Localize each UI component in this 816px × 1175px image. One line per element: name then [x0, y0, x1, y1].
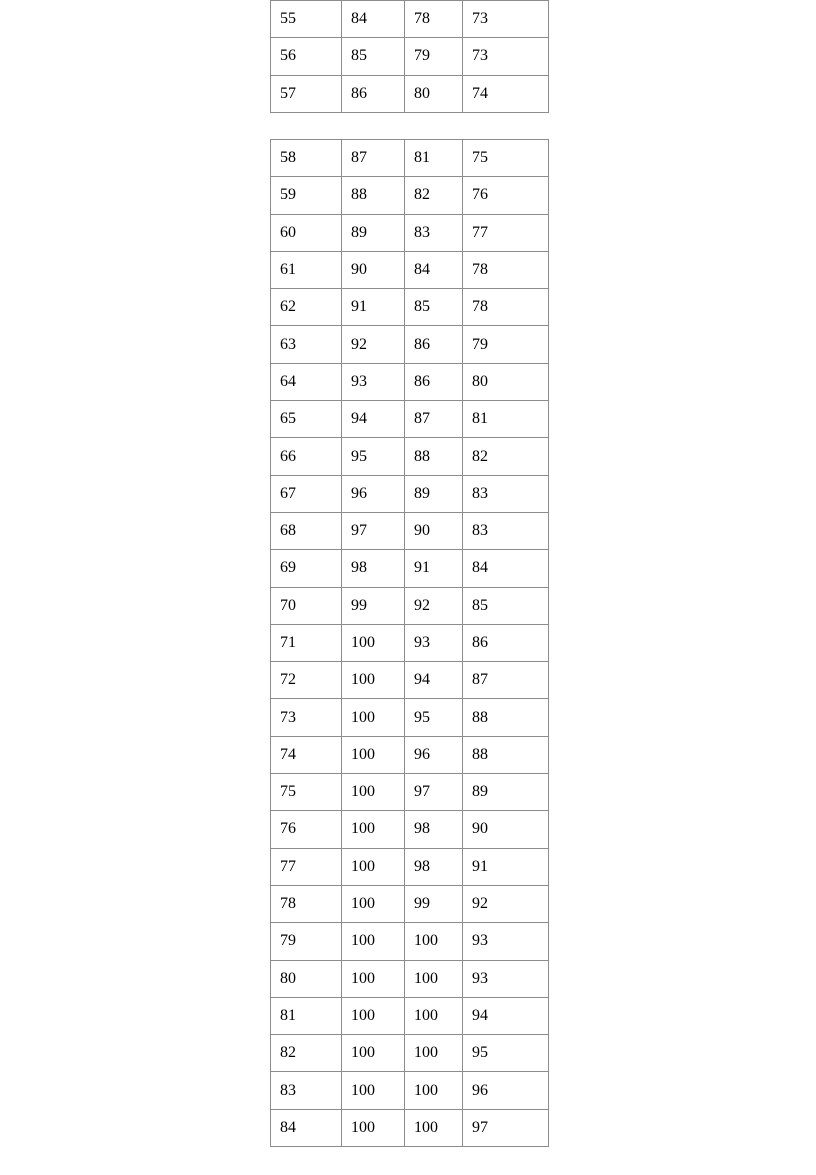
score-table-top [270, 0, 549, 113]
table-row [271, 401, 549, 438]
table-cell-col-4: 92 [463, 885, 549, 922]
table-cell-col-4: 82 [463, 438, 549, 475]
table-cell-col-4: 93 [463, 960, 549, 997]
table-cell-col-3: 78 [405, 1, 463, 38]
table-cell-col-2: 88 [342, 177, 405, 214]
table-cell-col-1: 60 [271, 214, 342, 251]
table-cell-col-4: 78 [463, 251, 549, 288]
table-cell-col-4: 83 [463, 512, 549, 549]
table-cell-col-3: 80 [405, 75, 463, 112]
table-row [271, 997, 549, 1034]
table-cell-col-4: 95 [463, 1035, 549, 1072]
table-cell-col-2: 100 [342, 923, 405, 960]
table-row [271, 960, 549, 997]
table-cell-col-2: 100 [342, 736, 405, 773]
table-cell-col-4: 75 [463, 140, 549, 177]
table-body [271, 1, 549, 113]
table-cell-col-3: 86 [405, 363, 463, 400]
table-row [271, 251, 549, 288]
table-row [271, 774, 549, 811]
table-row [271, 1109, 549, 1146]
table-cell-col-3: 89 [405, 475, 463, 512]
table-row [271, 475, 549, 512]
table-cell-col-1: 58 [271, 140, 342, 177]
table-cell-col-4: 73 [463, 1, 549, 38]
table-cell-col-3: 98 [405, 848, 463, 885]
table-cell-col-3: 79 [405, 38, 463, 75]
table-cell-col-3: 100 [405, 1035, 463, 1072]
table-row [271, 1, 549, 38]
table-cell-col-1: 83 [271, 1072, 342, 1109]
table-cell-col-2: 93 [342, 363, 405, 400]
table-cell-col-3: 97 [405, 774, 463, 811]
table-cell-col-3: 91 [405, 550, 463, 587]
table-cell-col-1: 78 [271, 885, 342, 922]
table-cell-col-2: 86 [342, 75, 405, 112]
table-row [271, 75, 549, 112]
table-row [271, 326, 549, 363]
table-cell-col-4: 84 [463, 550, 549, 587]
table-cell-col-3: 86 [405, 326, 463, 363]
table-cell-col-2: 100 [342, 885, 405, 922]
table-cell-col-2: 100 [342, 811, 405, 848]
table-cell-col-4: 85 [463, 587, 549, 624]
table-cell-col-1: 72 [271, 662, 342, 699]
table-cell-col-2: 87 [342, 140, 405, 177]
table-cell-col-4: 88 [463, 699, 549, 736]
table-cell-col-4: 86 [463, 624, 549, 661]
table-row [271, 438, 549, 475]
table-cell-col-2: 92 [342, 326, 405, 363]
table-cell-col-1: 74 [271, 736, 342, 773]
table-cell-col-3: 100 [405, 1072, 463, 1109]
table-cell-col-1: 82 [271, 1035, 342, 1072]
table-cell-col-2: 85 [342, 38, 405, 75]
table-cell-col-3: 83 [405, 214, 463, 251]
table-cell-col-3: 95 [405, 699, 463, 736]
table-cell-col-4: 80 [463, 363, 549, 400]
table-cell-col-1: 64 [271, 363, 342, 400]
table-cell-col-2: 100 [342, 1109, 405, 1146]
table-row [271, 662, 549, 699]
table-row [271, 624, 549, 661]
table-cell-col-1: 67 [271, 475, 342, 512]
table-cell-col-1: 55 [271, 1, 342, 38]
table-cell-col-1: 70 [271, 587, 342, 624]
table-cell-col-1: 80 [271, 960, 342, 997]
table-cell-col-4: 94 [463, 997, 549, 1034]
table-row [271, 885, 549, 922]
table-cell-col-4: 90 [463, 811, 549, 848]
table-cell-col-1: 63 [271, 326, 342, 363]
table-cell-col-4: 83 [463, 475, 549, 512]
table-cell-col-1: 73 [271, 699, 342, 736]
table-cell-col-2: 90 [342, 251, 405, 288]
table-cell-col-2: 100 [342, 699, 405, 736]
table-cell-col-3: 81 [405, 140, 463, 177]
table-cell-col-2: 100 [342, 774, 405, 811]
table-cell-col-2: 89 [342, 214, 405, 251]
table-cell-col-2: 100 [342, 662, 405, 699]
table-cell-col-4: 87 [463, 662, 549, 699]
table-cell-col-1: 62 [271, 289, 342, 326]
table-cell-col-1: 81 [271, 997, 342, 1034]
table-cell-col-1: 69 [271, 550, 342, 587]
table-row [271, 923, 549, 960]
table-cell-col-3: 90 [405, 512, 463, 549]
table-cell-col-1: 61 [271, 251, 342, 288]
table-cell-col-1: 57 [271, 75, 342, 112]
table-row [271, 1072, 549, 1109]
table-cell-col-1: 79 [271, 923, 342, 960]
table-cell-col-2: 100 [342, 1072, 405, 1109]
table-cell-col-3: 96 [405, 736, 463, 773]
table-cell-col-2: 95 [342, 438, 405, 475]
table-cell-col-3: 100 [405, 923, 463, 960]
table-cell-col-3: 82 [405, 177, 463, 214]
table-cell-col-3: 92 [405, 587, 463, 624]
table-cell-col-4: 97 [463, 1109, 549, 1146]
table-cell-col-2: 99 [342, 587, 405, 624]
score-table-bottom [270, 139, 549, 1147]
table-row [271, 587, 549, 624]
table-cell-col-3: 100 [405, 997, 463, 1034]
table-cell-col-1: 68 [271, 512, 342, 549]
table-cell-col-3: 88 [405, 438, 463, 475]
table-cell-col-1: 65 [271, 401, 342, 438]
table-row [271, 811, 549, 848]
table-cell-col-3: 94 [405, 662, 463, 699]
table-cell-col-1: 75 [271, 774, 342, 811]
table-cell-col-3: 100 [405, 1109, 463, 1146]
table-cell-col-2: 100 [342, 960, 405, 997]
table-cell-col-3: 98 [405, 811, 463, 848]
table-cell-col-1: 59 [271, 177, 342, 214]
table-row [271, 736, 549, 773]
table-cell-col-4: 74 [463, 75, 549, 112]
table-cell-col-4: 81 [463, 401, 549, 438]
table-cell-col-2: 100 [342, 1035, 405, 1072]
table-cell-col-3: 99 [405, 885, 463, 922]
table-row [271, 512, 549, 549]
table-row [271, 177, 549, 214]
table-cell-col-4: 89 [463, 774, 549, 811]
table-cell-col-2: 100 [342, 848, 405, 885]
table-cell-col-2: 96 [342, 475, 405, 512]
table-cell-col-2: 100 [342, 997, 405, 1034]
table-row [271, 550, 549, 587]
table-row [271, 38, 549, 75]
table-row [271, 848, 549, 885]
table-cell-col-1: 71 [271, 624, 342, 661]
table-cell-col-3: 93 [405, 624, 463, 661]
table-row [271, 699, 549, 736]
table-row [271, 214, 549, 251]
table-cell-col-4: 91 [463, 848, 549, 885]
table-cell-col-2: 84 [342, 1, 405, 38]
table-cell-col-3: 87 [405, 401, 463, 438]
table-cell-col-3: 100 [405, 960, 463, 997]
table-cell-col-2: 91 [342, 289, 405, 326]
table-cell-col-1: 84 [271, 1109, 342, 1146]
table-cell-col-1: 77 [271, 848, 342, 885]
table-cell-col-1: 76 [271, 811, 342, 848]
table-cell-col-4: 93 [463, 923, 549, 960]
table-cell-col-3: 84 [405, 251, 463, 288]
table-row [271, 140, 549, 177]
table-cell-col-2: 94 [342, 401, 405, 438]
table-cell-col-4: 96 [463, 1072, 549, 1109]
table-body [271, 140, 549, 1147]
table-cell-col-4: 78 [463, 289, 549, 326]
table-cell-col-4: 76 [463, 177, 549, 214]
table-row [271, 1035, 549, 1072]
table-row [271, 363, 549, 400]
table-cell-col-2: 97 [342, 512, 405, 549]
table-cell-col-4: 77 [463, 214, 549, 251]
table-cell-col-2: 98 [342, 550, 405, 587]
table-cell-col-2: 100 [342, 624, 405, 661]
table-cell-col-1: 66 [271, 438, 342, 475]
table-cell-col-1: 56 [271, 38, 342, 75]
table-row [271, 289, 549, 326]
table-cell-col-4: 88 [463, 736, 549, 773]
table-cell-col-4: 73 [463, 38, 549, 75]
table-cell-col-3: 85 [405, 289, 463, 326]
table-cell-col-4: 79 [463, 326, 549, 363]
